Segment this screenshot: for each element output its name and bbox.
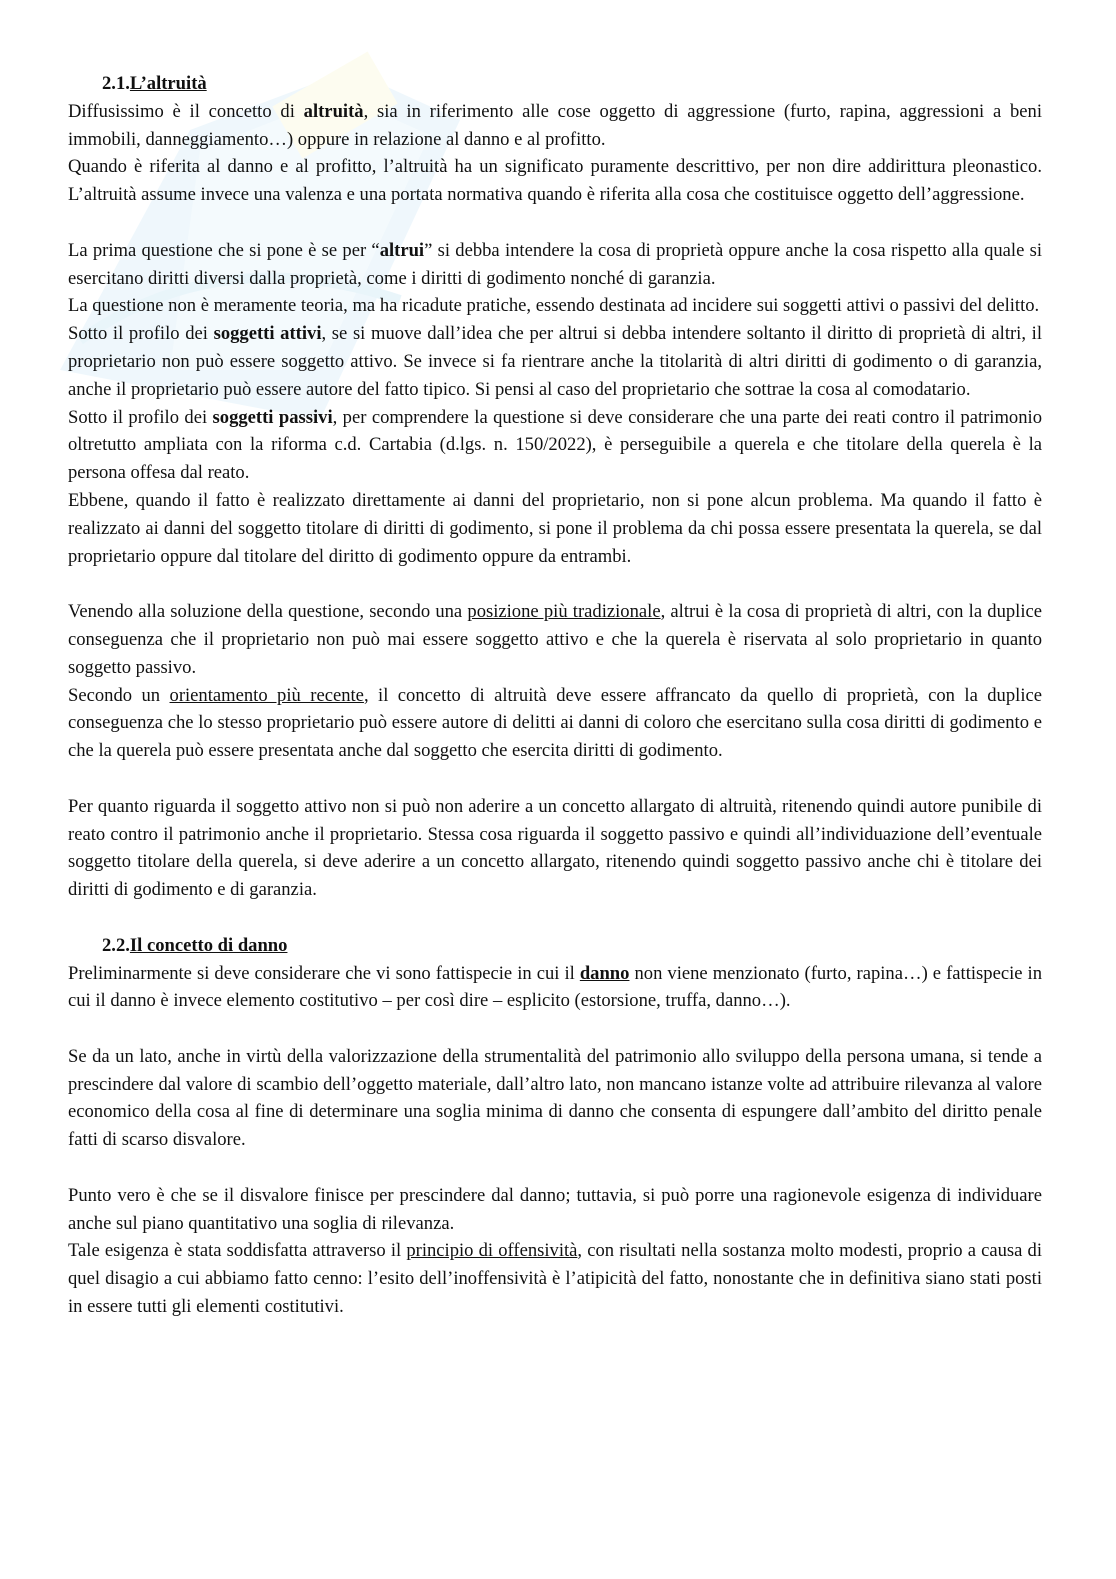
paragraph-spacer	[68, 1154, 1042, 1182]
text-run: , se si muove dall’idea che per altrui si debba intendere soltanto il diritto di proprietà di altri, il proprietario non può essere soggetto attivo. Se invece si fa rientrare anche la titolarità di altri diritti di godimento o di garanzia, anche il proprietario può essere autore del fatto tipico. Si pensi al caso del proprietario che sottrae la cosa al comodatario.	[68, 323, 1042, 400]
bold-term: soggetti attivi	[213, 323, 322, 345]
text-run: Punto vero è che se il disvalore finisce per prescindere dal danno; tuttavia, si può porre una ragionevole esigenza di individuare anche sul piano quantitativo una soglia di rilevanza.	[68, 1184, 1042, 1234]
text-run: Ebbene, quando il fatto è realizzato direttamente ai danni del proprietario, non si pone alcun problema. Ma quando il fatto è realizzato ai danni del soggetto titolare di diritti di godimento, si pone il problema da chi possa essere presentata la querela, se dal proprietario oppure dal titolare del diritto di godimento oppure da entrambi.	[68, 489, 1042, 567]
text-run: , per comprendere la questione si deve considerare che una parte dei reati contro il patrimonio oltretutto ampliata con la riforma c.d. Cartabia (d.lgs. n. 150/2022), è perseguibile a querela e che titolare della querela è la persona offesa dal reato.	[68, 406, 1042, 484]
section-title: Il concetto di danno	[129, 934, 288, 956]
paragraph	[68, 682, 1042, 765]
bold-term: altrui	[379, 239, 425, 261]
paragraph	[68, 793, 1042, 904]
paragraph	[68, 98, 1042, 154]
text-run: Preliminarmente si deve considerare che vi sono fattispecie in cui il	[68, 962, 580, 984]
paragraph-spacer	[68, 765, 1042, 793]
text-run: Tale esigenza è stata soddisfatta attraverso il	[68, 1240, 407, 1262]
paragraph	[68, 1043, 1042, 1154]
paragraph-spacer	[68, 570, 1042, 598]
underlined-term: orientamento più recente	[169, 684, 364, 706]
bold-underlined-term: danno	[579, 962, 630, 984]
text-run: Secondo un	[68, 684, 170, 706]
paragraph-spacer	[68, 1015, 1042, 1043]
paragraph	[68, 237, 1042, 293]
underlined-term: posizione più tradizionale	[467, 601, 661, 623]
paragraph	[68, 1182, 1042, 1238]
paragraph	[68, 292, 1042, 320]
paragraph	[68, 1237, 1042, 1320]
text-run: Quando è riferita al danno e al profitto, l’altruità ha un significato puramente descrittivo, per non dire addirittura pleonastico. L’altruità assume invece una valenza e una portata normativa quando è riferita alla cosa che costituisce oggetto dell’aggressione.	[68, 156, 1042, 206]
section-number: 2.1.	[102, 73, 130, 94]
paragraph	[68, 598, 1042, 681]
paragraph	[68, 404, 1042, 487]
text-run: non viene menzionato (furto, rapina…) e fattispecie in cui il danno è invece elemento costitutivo – per così dire – esplicito (estorsione, truffa, danno…).	[68, 962, 1042, 1012]
paragraph-spacer	[68, 209, 1042, 237]
text-run: ” si debba intendere la cosa di proprietà oppure anche la cosa rispetto alla quale si esercitano diritti diversi dalla proprietà, come i diritti di godimento nonché di garanzia.	[68, 239, 1042, 289]
text-run: Sotto il profilo dei	[68, 406, 213, 428]
paragraph-spacer	[68, 904, 1042, 932]
text-run: , altrui è la cosa di proprietà di altri, con la duplice conseguenza che il proprietario non può mai essere soggetto attivo e che la querela è riservata al solo proprietario in quanto soggetto passivo.	[68, 601, 1042, 678]
paragraph	[68, 960, 1042, 1016]
section-number: 2.2.	[102, 934, 130, 956]
bold-term: soggetti passivi	[212, 406, 333, 428]
paragraph	[68, 153, 1042, 209]
section-title: L’altruità	[129, 73, 207, 94]
paragraph	[68, 487, 1042, 570]
text-run: La questione non è meramente teoria, ma ha ricadute pratiche, essendo destinata ad incidere sui soggetti attivi o passivi del delitto.	[68, 295, 1040, 317]
text-run: Se da un lato, anche in virtù della valorizzazione della strumentalità del patrimonio allo sviluppo della persona umana, si tende a prescindere dal valore di scambio dell’oggetto materiale, dall’altro lato, non mancano istanze volte ad attribuire rilevanza al valore economico della cosa al fine di determinare una soglia minima di danno che consenta di espungere dall’ambito del diritto penale fatti di scarso disvalore.	[68, 1045, 1042, 1151]
text-run: , con risultati nella sostanza molto modesti, proprio a causa di quel disagio a cui abbiamo fatto cenno: l’esito dell’inoffensività è l’atipicità del fatto, nonostante che in definitiva siano stati posti in essere tutti gli elementi costitutivi.	[68, 1240, 1042, 1318]
text-run: , sia in riferimento alle cose oggetto di aggressione (furto, rapina, aggressioni a beni immobili, danneggiamento…) oppure in relazione al danno e al profitto.	[68, 100, 1042, 150]
text-run: Sotto il profilo dei	[68, 323, 214, 345]
text-run: Diffusissimo è il concetto di	[68, 100, 304, 122]
document-page	[68, 70, 1042, 1321]
section-heading	[102, 932, 1042, 960]
underlined-term: principio di offensività	[406, 1240, 578, 1262]
text-run: Per quanto riguarda il soggetto attivo non si può non aderire a un concetto allargato di altruità, ritenendo quindi autore punibile di reato contro il patrimonio anche il proprietario. Stessa cosa riguarda il soggetto passivo e quindi all’individuazione dell’eventuale soggetto titolare della querela, si deve aderire a un concetto allargato, ritenendo quindi soggetto passivo anche chi è titolare dei diritti di godimento e di garanzia.	[68, 795, 1042, 901]
paragraph	[68, 320, 1042, 403]
text-run: , il concetto di altruità deve essere affrancato da quello di proprietà, con la duplice conseguenza che lo stesso proprietario può essere autore di delitti ai danni di coloro che esercitano sulla cosa diritti di godimento e che la querela può essere presentata anche dal soggetto che esercita diritti di godimento.	[68, 684, 1042, 762]
section-heading	[102, 70, 1042, 98]
bold-term: altruità	[303, 100, 364, 122]
text-run: La prima questione che si pone è se per “	[68, 239, 380, 261]
text-run: Venendo alla soluzione della questione, secondo una	[68, 601, 468, 623]
